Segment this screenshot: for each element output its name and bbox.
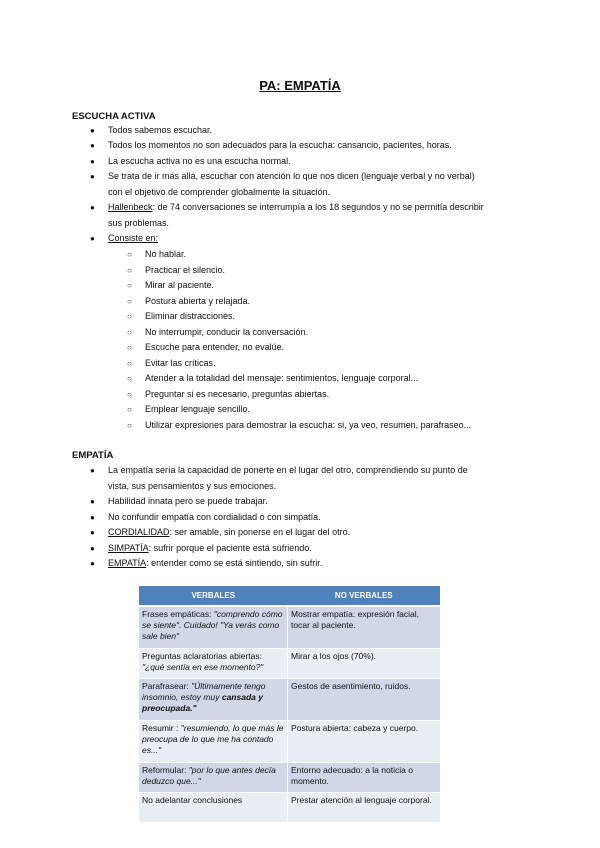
sub-bullet-icon: ○ [127, 358, 132, 368]
table-cell: Postura abierta: cabeza y cuerpo. [288, 720, 441, 762]
sub-list-item: Evitar las críticas. [145, 357, 216, 368]
sub-bullet-icon: ○ [127, 312, 132, 321]
sub-list-item: Utilizar expresiones para demostrar la escucha: si, ya veo, resumen, parafraseo... [145, 419, 472, 430]
list-item: No confundir empatía con cordialidad o con simpatía. [108, 512, 321, 522]
sub-bullet-icon: ○ [127, 374, 132, 383]
sub-list-item: Postura abierta y relajada. [145, 295, 251, 306]
list-item: Se trata de ir más allá, escuchar con atención lo que nos dicen (lenguaje verbal y no verbal) [108, 171, 475, 181]
hallenbeck-text: : de 74 conversaciones se interrumpía a los 18 segundos y no se permitía describir [152, 202, 484, 212]
table-row [139, 762, 440, 792]
table-cell: Prestar atención al lenguaje corporal. [288, 792, 441, 822]
bullet-icon: ● [90, 203, 95, 212]
table-header-verbales: VERBALES [139, 586, 288, 606]
table-cell [139, 678, 288, 720]
cell-text: Frases empáticas: [142, 609, 214, 619]
table-cell [139, 720, 288, 762]
bullet-icon: ● [90, 544, 95, 553]
table-row [139, 720, 440, 762]
cell-italic: "Últimamente tengo insomnio, estoy muy [142, 680, 266, 702]
bullet-icon: ● [90, 466, 95, 475]
empatia-text: : entender como se está sintiendo, sin sufrir. [146, 558, 323, 568]
sub-bullet-icon: ○ [127, 265, 132, 275]
cell-italic: "resumiendo, lo que más le preocupa de lo que me ha contado es..." [142, 722, 284, 755]
hallenbeck-term: Hallenbeck [108, 202, 153, 212]
bullet-icon: ● [90, 234, 95, 243]
cell-text: Resumir : [142, 722, 181, 733]
list-item: La escucha activa no es una escucha normal. [108, 156, 291, 166]
simpatia-text: : sufrir porque el paciente está sufriendo. [148, 543, 312, 553]
cell-text: Parafrasear: [142, 680, 192, 691]
cell-text: Reformular: [142, 764, 189, 775]
list-item: Todos los momentos no son adecuados para la escucha: cansancio, pacientes, horas. [108, 140, 452, 150]
table-cell [139, 648, 288, 678]
sub-list-item: Eliminar distracciones. [145, 311, 236, 321]
sub-bullet-icon: ○ [127, 420, 132, 430]
sub-list-item: Preguntar si es necesario, preguntas abiertas. [145, 388, 330, 399]
sub-bullet-icon: ○ [127, 327, 132, 337]
cell-italic: "¿qué sentía en ese momento?" [142, 661, 264, 672]
table-cell [139, 606, 288, 648]
bullet-icon: ● [90, 559, 95, 568]
sub-bullet-icon: ○ [127, 389, 132, 399]
section-heading-escucha: ESCUCHA ACTIVA [72, 111, 156, 122]
table-cell: Entorno adecuado: a la noticia o momento. [288, 762, 441, 792]
cell-text: Preguntas aclaratorias abiertas: [142, 650, 263, 661]
table-cell: Mostrar empatía: expresión facial, tocar al paciente. [288, 606, 441, 648]
sub-bullet-icon: ○ [127, 281, 132, 290]
sub-list-item: Atender a la totalidad del mensaje: sentimientos, lenguaje corporal... [145, 373, 419, 383]
sub-list-item: No interrumpir, conducir la conversación. [145, 326, 309, 337]
list-item-continuation: con el objetivo de comprender globalmente la situación. [108, 187, 331, 197]
table-cell: Mirar a los ojos (70%). [288, 648, 441, 678]
sub-bullet-icon: ○ [127, 250, 132, 259]
bullet-icon: ● [90, 172, 95, 181]
list-item [108, 527, 350, 538]
cell-italic: "comprendo cómo se siente". Cuidado! "Ya verás como sale bien" [142, 609, 283, 641]
list-item [108, 543, 312, 554]
table-cell [139, 762, 288, 792]
table-row [139, 606, 440, 648]
sub-list-item: Practicar el silencio. [145, 264, 226, 275]
sub-list-item: Escuche para entender, no evalúe. [145, 342, 285, 352]
sub-list-item: No hablar. [145, 249, 187, 259]
list-item: Habilidad innata pero se puede trabajar. [108, 496, 268, 506]
table-cell: Gestos de asentimiento, ruidos. [288, 678, 441, 720]
sub-bullet-icon: ○ [127, 405, 132, 414]
list-item-continuation: sus problemas. [108, 218, 170, 228]
cordialidad-term: CORDIALIDAD [108, 527, 170, 537]
list-item [108, 558, 322, 569]
sub-bullet-icon: ○ [127, 343, 132, 352]
sub-bullet-icon: ○ [127, 296, 132, 306]
page-title: PA: EMPATÍA [259, 78, 341, 93]
cell-italic: "por lo que antes decía deduzco que..." [142, 764, 276, 786]
bullet-icon: ● [90, 126, 95, 135]
section-heading-empatia: EMPATÍA [72, 450, 114, 461]
list-item [108, 202, 484, 213]
verbal-nonverbal-table [139, 586, 440, 823]
bullet-icon: ● [90, 528, 95, 537]
empatia-term: EMPATÍA [108, 558, 147, 568]
list-item: Todos sabemos escuchar. [108, 125, 213, 135]
table-row [139, 678, 440, 720]
bullet-icon: ● [90, 157, 95, 166]
bullet-icon: ● [90, 513, 95, 522]
list-item: La empatía sería la capacidad de ponerte en el lugar del otro, comprendiendo su punto de [108, 465, 468, 475]
table-header-no-verbales: NO VERBALES [288, 586, 441, 606]
table-cell: No adelantar conclusiones [139, 792, 288, 822]
cell-bold-italic: cansada y preocupada." [142, 691, 263, 713]
list-item-continuation: vista, sus pensamientos y sus emociones. [108, 481, 277, 491]
cordialidad-text: : ser amable, sin ponerse en el lugar del otro. [169, 527, 351, 537]
bullet-icon: ● [90, 497, 95, 506]
table-row [139, 648, 440, 678]
bullet-icon: ● [90, 141, 95, 150]
simpatia-term: SIMPATÍA [108, 543, 149, 553]
sub-list-item: Mirar al paciente. [145, 280, 215, 290]
table-row [139, 792, 440, 822]
list-item: Consiste en: [108, 233, 159, 243]
sub-list-item: Emplear lenguaje sencillo. [145, 404, 251, 414]
